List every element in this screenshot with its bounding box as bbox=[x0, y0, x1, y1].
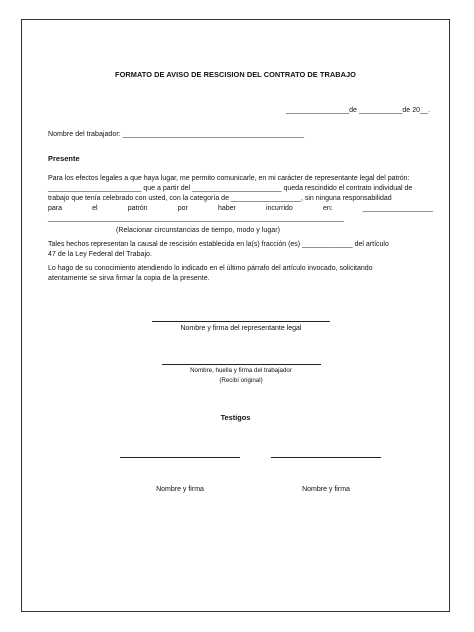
text-segment: por bbox=[177, 205, 188, 212]
text-line bbox=[48, 174, 433, 183]
text-segment: __________________ bbox=[362, 205, 433, 212]
text-segment: Para los efectos legales a que haya lugar, me permito comunicarle, en mi carácter de representante legal del patrón: bbox=[48, 175, 410, 182]
text-segment: atentamente se sirva firmar la copia de la presente. bbox=[48, 275, 210, 282]
presente-heading: Presente bbox=[48, 154, 80, 163]
text-line bbox=[48, 204, 433, 213]
text-segment: el bbox=[92, 205, 98, 212]
text-line bbox=[48, 214, 433, 223]
text-segment: Lo hago de su conocimiento atendiendo lo indicado en el último párrafo del artículo invocado, solicitando bbox=[48, 265, 373, 272]
text-line bbox=[48, 274, 210, 283]
text-segment: ____________________________________________________________________________ bbox=[48, 215, 344, 222]
witnesses-heading: Testigos bbox=[220, 413, 251, 422]
circumstances-note: (Relacionar circunstancias de tiempo, modo y lugar) bbox=[116, 227, 281, 234]
witness-left-label: Nombre y firma bbox=[156, 486, 204, 493]
text-line bbox=[48, 194, 433, 203]
text-segment: Tales hechos representan la causal de rescisión establecida en la(s) fracción (es) _____________ del artículo bbox=[48, 241, 389, 248]
text-segment: 47 de la Ley Federal del Trabajo. bbox=[48, 251, 152, 258]
witness-left-signature-line bbox=[120, 457, 240, 458]
worker-signature-line bbox=[162, 364, 321, 365]
witness-right-label: Nombre y firma bbox=[302, 486, 350, 493]
rep-signature-label: Nombre y firma del representante legal bbox=[180, 325, 302, 332]
witness-right-signature-line bbox=[271, 457, 381, 458]
worker-signature-note: (Recibí original) bbox=[219, 377, 263, 384]
worker-signature-label: Nombre, huella y firma del trabajador bbox=[190, 367, 292, 374]
text-segment: en: bbox=[322, 205, 333, 212]
worker-name-line: Nombre del trabajador: ______________________________________________ bbox=[48, 131, 305, 138]
text-segment: incurrido bbox=[265, 205, 293, 212]
text-line bbox=[48, 240, 433, 249]
document-page bbox=[21, 19, 450, 612]
text-line bbox=[48, 250, 152, 259]
text-segment: para bbox=[48, 205, 63, 212]
text-segment: ________________________ que a partir del _______________________ queda rescindido el contrato individual de bbox=[48, 185, 413, 192]
text-segment: patrón bbox=[127, 205, 148, 212]
date-line: ________________de ___________de 20__. bbox=[286, 107, 430, 114]
rep-signature-line bbox=[152, 321, 330, 322]
text-line bbox=[48, 264, 433, 273]
document-title: FORMATO DE AVISO DE RESCISION DEL CONTRATO DE TRABAJO bbox=[115, 70, 356, 79]
text-segment: haber bbox=[217, 205, 236, 212]
text-segment: trabajo que tenía celebrado con usted, con la categoría de __________________, sin ninguna responsabilidad bbox=[48, 195, 392, 202]
text-line bbox=[48, 184, 433, 193]
